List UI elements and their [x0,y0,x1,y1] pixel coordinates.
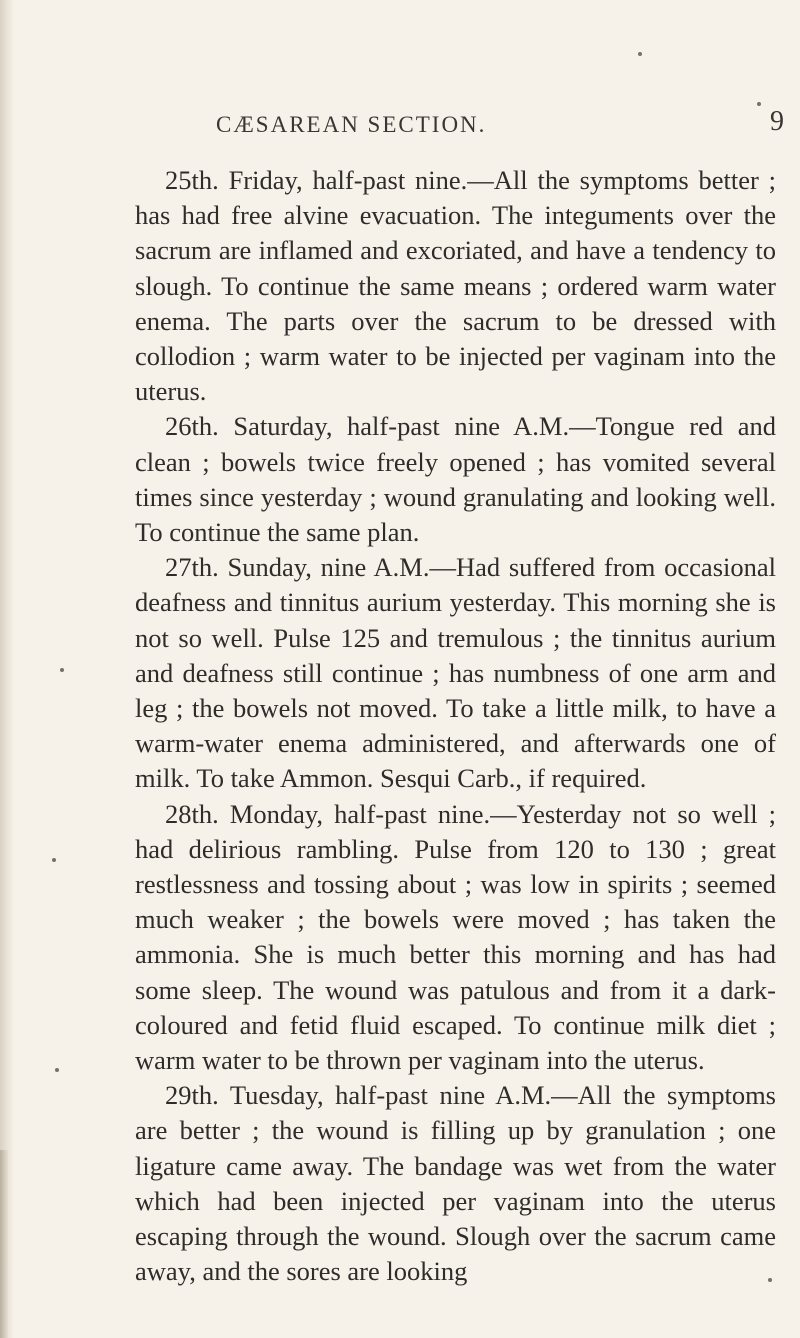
page-header [0,106,800,142]
page-edge-stain [0,1150,8,1338]
ink-speck [52,858,56,862]
diary-entry-28th: 28th. Monday, half-past nine.—Yesterday not so well ; had delirious rambling. Pulse from 120 to 130 ; great restlessness and tossing about ; was low in spirits ; seemed much weaker ; the bowels were moved ; has taken the ammonia. She is much better this morning and has had some sleep. The wound was patulous and from it a dark-coloured and fetid fluid escaped. To continue milk diet ; warm water to be thrown per vaginam into the uterus. [135,798,776,1076]
diary-entry-29th: 29th. Tuesday, half-past nine A.M.—All the symptoms are better ; the wound is filling up by granulation ; one ligature came away. The bandage was wet from the water which had been injected per vaginam into the uterus escaping through the wound. Slough over the sacrum came away, and the sores are looking [135,1080,776,1287]
running-title: CÆSAREAN SECTION. [216,112,487,137]
diary-entry-27th: 27th. Sunday, nine A.M.—Had suffered from occasional deafness and tinnitus aurium yesterday. This morning she is not so well. Pulse 125 and tremulous ; the tinnitus aurium and deafness still continue ; has numbness of one arm and leg ; the bowels not moved. To take a little milk, to have a warm-water enema administered, and afterwards one of milk. To take Ammon. Sesqui Carb., if required. [135,552,776,794]
diary-entry-25th: 25th. Friday, half-past nine.—All the symptoms better ; has had free alvine evacuation. The integuments over the sacrum are inflamed and excoriated, and have a tendency to slough. To continue the same means ; ordered warm water enema. The parts over the sacrum to be dressed with collodion ; warm water to be injected per vaginam into the uterus. [135,165,776,407]
ink-speck [60,668,64,672]
body-text [135,163,776,1290]
ink-speck [638,52,642,56]
page-gutter-shadow [0,0,14,1338]
ink-speck [757,102,761,106]
ink-speck [55,1068,59,1072]
page-number: 9 [770,106,784,137]
diary-entry-26th: 26th. Saturday, half-past nine A.M.—Tongue red and clean ; bowels twice freely opened ; has vomited several times since yesterday ; wound granulating and looking well. To continue the same plan. [135,411,776,548]
